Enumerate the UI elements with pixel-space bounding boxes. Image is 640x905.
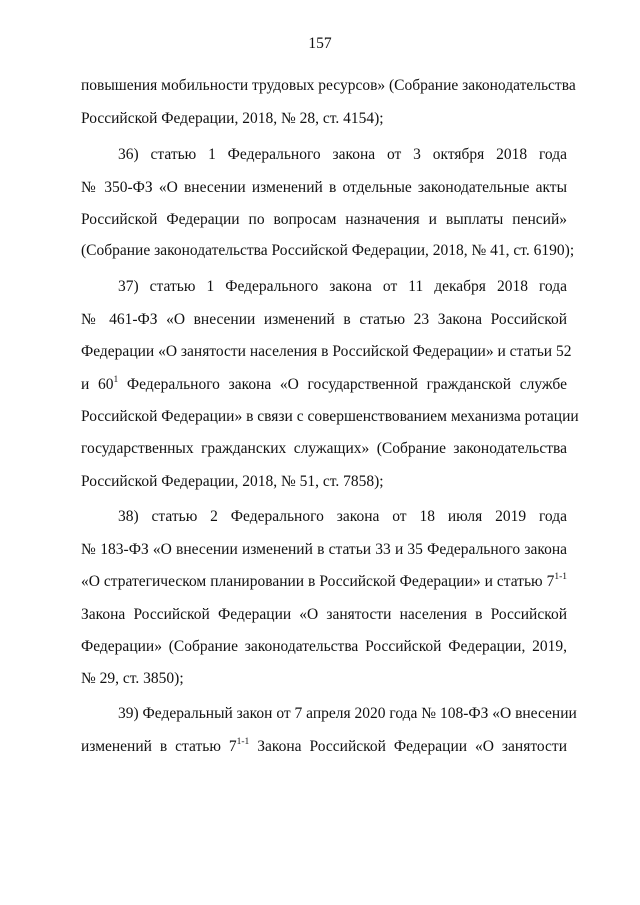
line-text: Закона Российской Федерации «О занятости — [249, 738, 567, 755]
text-line: № 29, ст. 3850); — [81, 670, 184, 687]
text-line: (Собрание законодательства Российской Федерации, 2018, № 41, ст. 6190); — [81, 242, 575, 259]
text-line: Федерации «О занятости населения в Российской Федерации» и статьи 52 — [81, 343, 572, 360]
superscript: 1 — [113, 374, 119, 385]
line-text: изменений в статью 7 — [81, 738, 237, 755]
text-line: Закона Российской Федерации «О занятости населения в Российской — [81, 606, 567, 623]
list-item-39-line: 39) Федеральный закон от 7 апреля 2020 года № 108-ФЗ «О внесении — [118, 705, 577, 722]
list-item-38-line: 38) статью 2 Федерального закона от 18 июля 2019 года — [118, 508, 567, 525]
text-line-with-superscript — [81, 573, 567, 591]
superscript: 1-1 — [554, 571, 567, 582]
list-item-37-line: 37) статью 1 Федерального закона от 11 декабря 2018 года — [118, 278, 567, 295]
list-item-36-line: 36) статью 1 Федерального закона от 3 октября 2018 года — [118, 146, 567, 163]
text-line: Федерации» (Собрание законодательства Российской Федерации, 2019, — [81, 638, 567, 655]
text-line: № 461-ФЗ «О внесении изменений в статью 23 Закона Российской — [81, 311, 567, 328]
text-line: Российской Федерации, 2018, № 28, ст. 4154); — [81, 110, 384, 127]
page-number: 157 — [308, 35, 332, 52]
text-line: повышения мобильности трудовых ресурсов» (Собрание законодательства — [81, 77, 576, 94]
text-line: № 350-ФЗ «О внесении изменений в отдельные законодательные акты — [81, 179, 567, 196]
text-line: Российской Федерации по вопросам назначения и выплаты пенсий» — [81, 211, 567, 228]
text-line: Российской Федерации, 2018, № 51, ст. 7858); — [81, 473, 384, 490]
text-line: государственных гражданских служащих» (Собрание законодательства — [81, 440, 567, 457]
line-text: «О стратегическом планировании в Российской Федерации» и статью 7 — [81, 573, 555, 590]
text-line: № 183-ФЗ «О внесении изменений в статьи 33 и 35 Федерального закона — [81, 541, 567, 558]
line-text: и 60 — [81, 376, 114, 393]
text-line-with-superscript — [81, 376, 567, 394]
text-line: Российской Федерации» в связи с совершенствованием механизма ротации — [81, 408, 579, 425]
line-text: Федерального закона «О государственной гражданской службе — [118, 376, 567, 393]
text-line-with-superscript — [81, 738, 567, 756]
superscript: 1-1 — [236, 736, 250, 747]
